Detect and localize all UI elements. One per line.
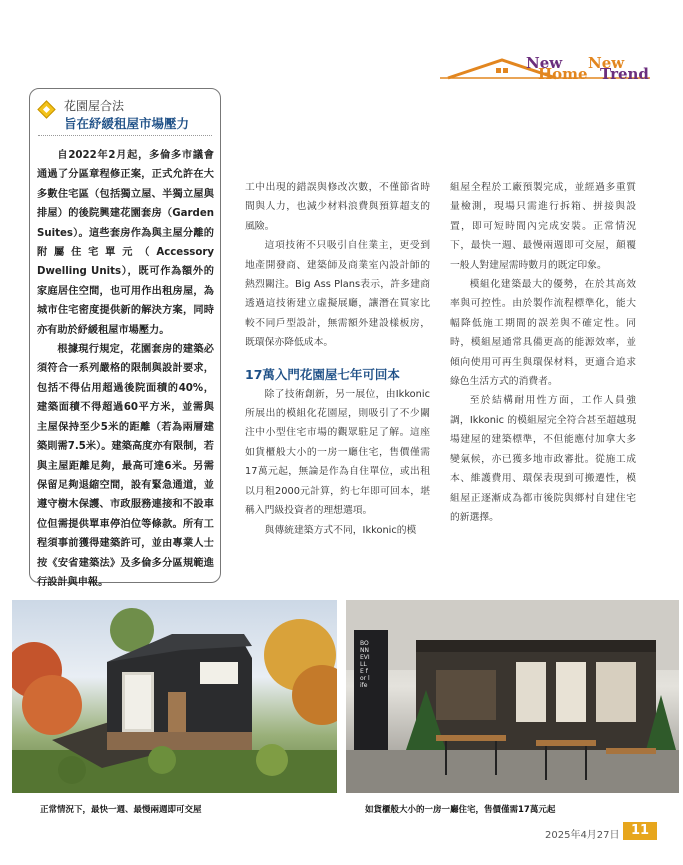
article-column-1	[245, 178, 430, 540]
issue-date: 2025年4月27日	[545, 830, 620, 841]
sidebar-kicker: 花園屋合法	[64, 99, 125, 113]
sidebar-box	[29, 88, 221, 588]
paragraph: 組屋全程於工廠預製完成，並經過多重質量檢測，現場只需進行拆箱、拼接與設置，即可短時間內完成安裝。正常情況下，最快一週、最慢兩週即可交屋，顛覆一般人對建屋需時數月的既定印象。	[450, 182, 636, 271]
logo-word-home: Home	[538, 65, 588, 83]
sidebar-paragraph: 自2022年2月起，多倫多市議會通過了分區章程修正案，正式允許在大多數住宅區（包括獨立屋、半獨立屋與排屋）的後院興建花園套房（Garden Suites）。這些套房作為與主屋分離的附屬住宅單元（Accessory Dwelling Units），既可作為額外的家庭居住空間，也可用作出租房屋，為城市住宅密度提供新的解決方案，同時亦有助於紓緩租屋市場壓力。	[37, 150, 214, 336]
photo-garden-suite	[12, 600, 337, 793]
paragraph: 與傳統建築方式不同，Ikkonic的模	[264, 524, 417, 536]
divider	[38, 135, 212, 136]
paragraph: 除了技術創新，另一展位，由Ikkonic所展出的模組化花園屋，則吸引了不少關注中小型住宅市場的觀眾駐足了解。這座如貨櫃般大小的一房一廳住宅，售價僅需17萬元起，無論是作為自住單位，或出租以月租2000元計算，約七年即可回本，堪稱入門級投資者的理想選項。	[245, 388, 430, 517]
sidebar-body	[37, 146, 214, 592]
paragraph: 至於結構耐用性方面，工作人員強調，Ikkonic 的模組屋完全符合甚至超越現場建屋的建築標準，不但能應付加拿大多變氣候，亦已獲多地市政審批。從施工成本、維護費用、環保表現到可搬遷性，模組屋正逐漸成為都市後院與鄉村自建住宅的新選擇。	[450, 395, 636, 523]
logo-word-new: New	[526, 54, 563, 72]
paragraph: 工中出現的錯誤與修改次數，不僅節省時間與人力，也減少材料浪費與預算超支的風險。	[245, 182, 430, 232]
section-heading: 17萬入門花園屋七年可回本	[245, 366, 400, 382]
paragraph: 模組化建築最大的優勢，在於其高效率與可控性。由於製作流程標準化，能大幅降低施工期間的誤差與不確定性。同時，模組屋通常具備更高的能源效率，並傾向使用可再生與環保材料，更適合追求綠色生活方式的消費者。	[450, 279, 636, 388]
article-column-2	[450, 178, 636, 527]
booth-illustration	[346, 600, 679, 793]
logo-word-new-2: New	[588, 54, 625, 72]
paragraph: 這項技術不只吸引自住業主，更受到地產開發商、建築師及商業室內設計師的熱烈關注。Big Ass Plans表示，許多建商透過這技術建立虛擬展廳，讓潛在買家比較不同戶型設計，無需額外建設樣板房，既環保亦降低成本。	[245, 240, 430, 349]
magazine-logo	[440, 50, 655, 84]
sidebar-paragraph: 根據現行規定，花園套房的建築必須符合一系列嚴格的限制與設計要求，包括不得佔用超過後院面積的40%，建築面積不得超過60平方米，並需與主屋保持至少5米的距離（若為兩層建築則需7.5米）。建築高度亦有限制，若與主屋距離足夠，最高可達6米。另需保留足夠退縮空間，設有緊急通道，並遵守樹木保護、市政服務連接和不設車位但需提供單車停泊位等條款。所有工程須事前獲得建築許可，並由專業人士按《安省建築法》及多倫多分區規範進行設計與申報。	[37, 344, 214, 588]
booth-banner-text: BONNEVILLE for life	[360, 640, 370, 689]
photo-caption-right: 如貨櫃般大小的一房一廳住宅，售價僅需17萬元起	[365, 805, 556, 815]
photo-caption-left: 正常情況下，最快一週、最慢兩週即可交屋	[40, 805, 202, 815]
page-number: 11	[623, 822, 657, 840]
sidebar-title: 旨在紓緩租屋市場壓力	[64, 116, 190, 131]
photo-exhibition-booth	[346, 600, 679, 793]
house-illustration	[12, 600, 337, 793]
logo-word-trend: Trend	[600, 65, 649, 83]
diamond-bullet-icon	[37, 100, 55, 118]
